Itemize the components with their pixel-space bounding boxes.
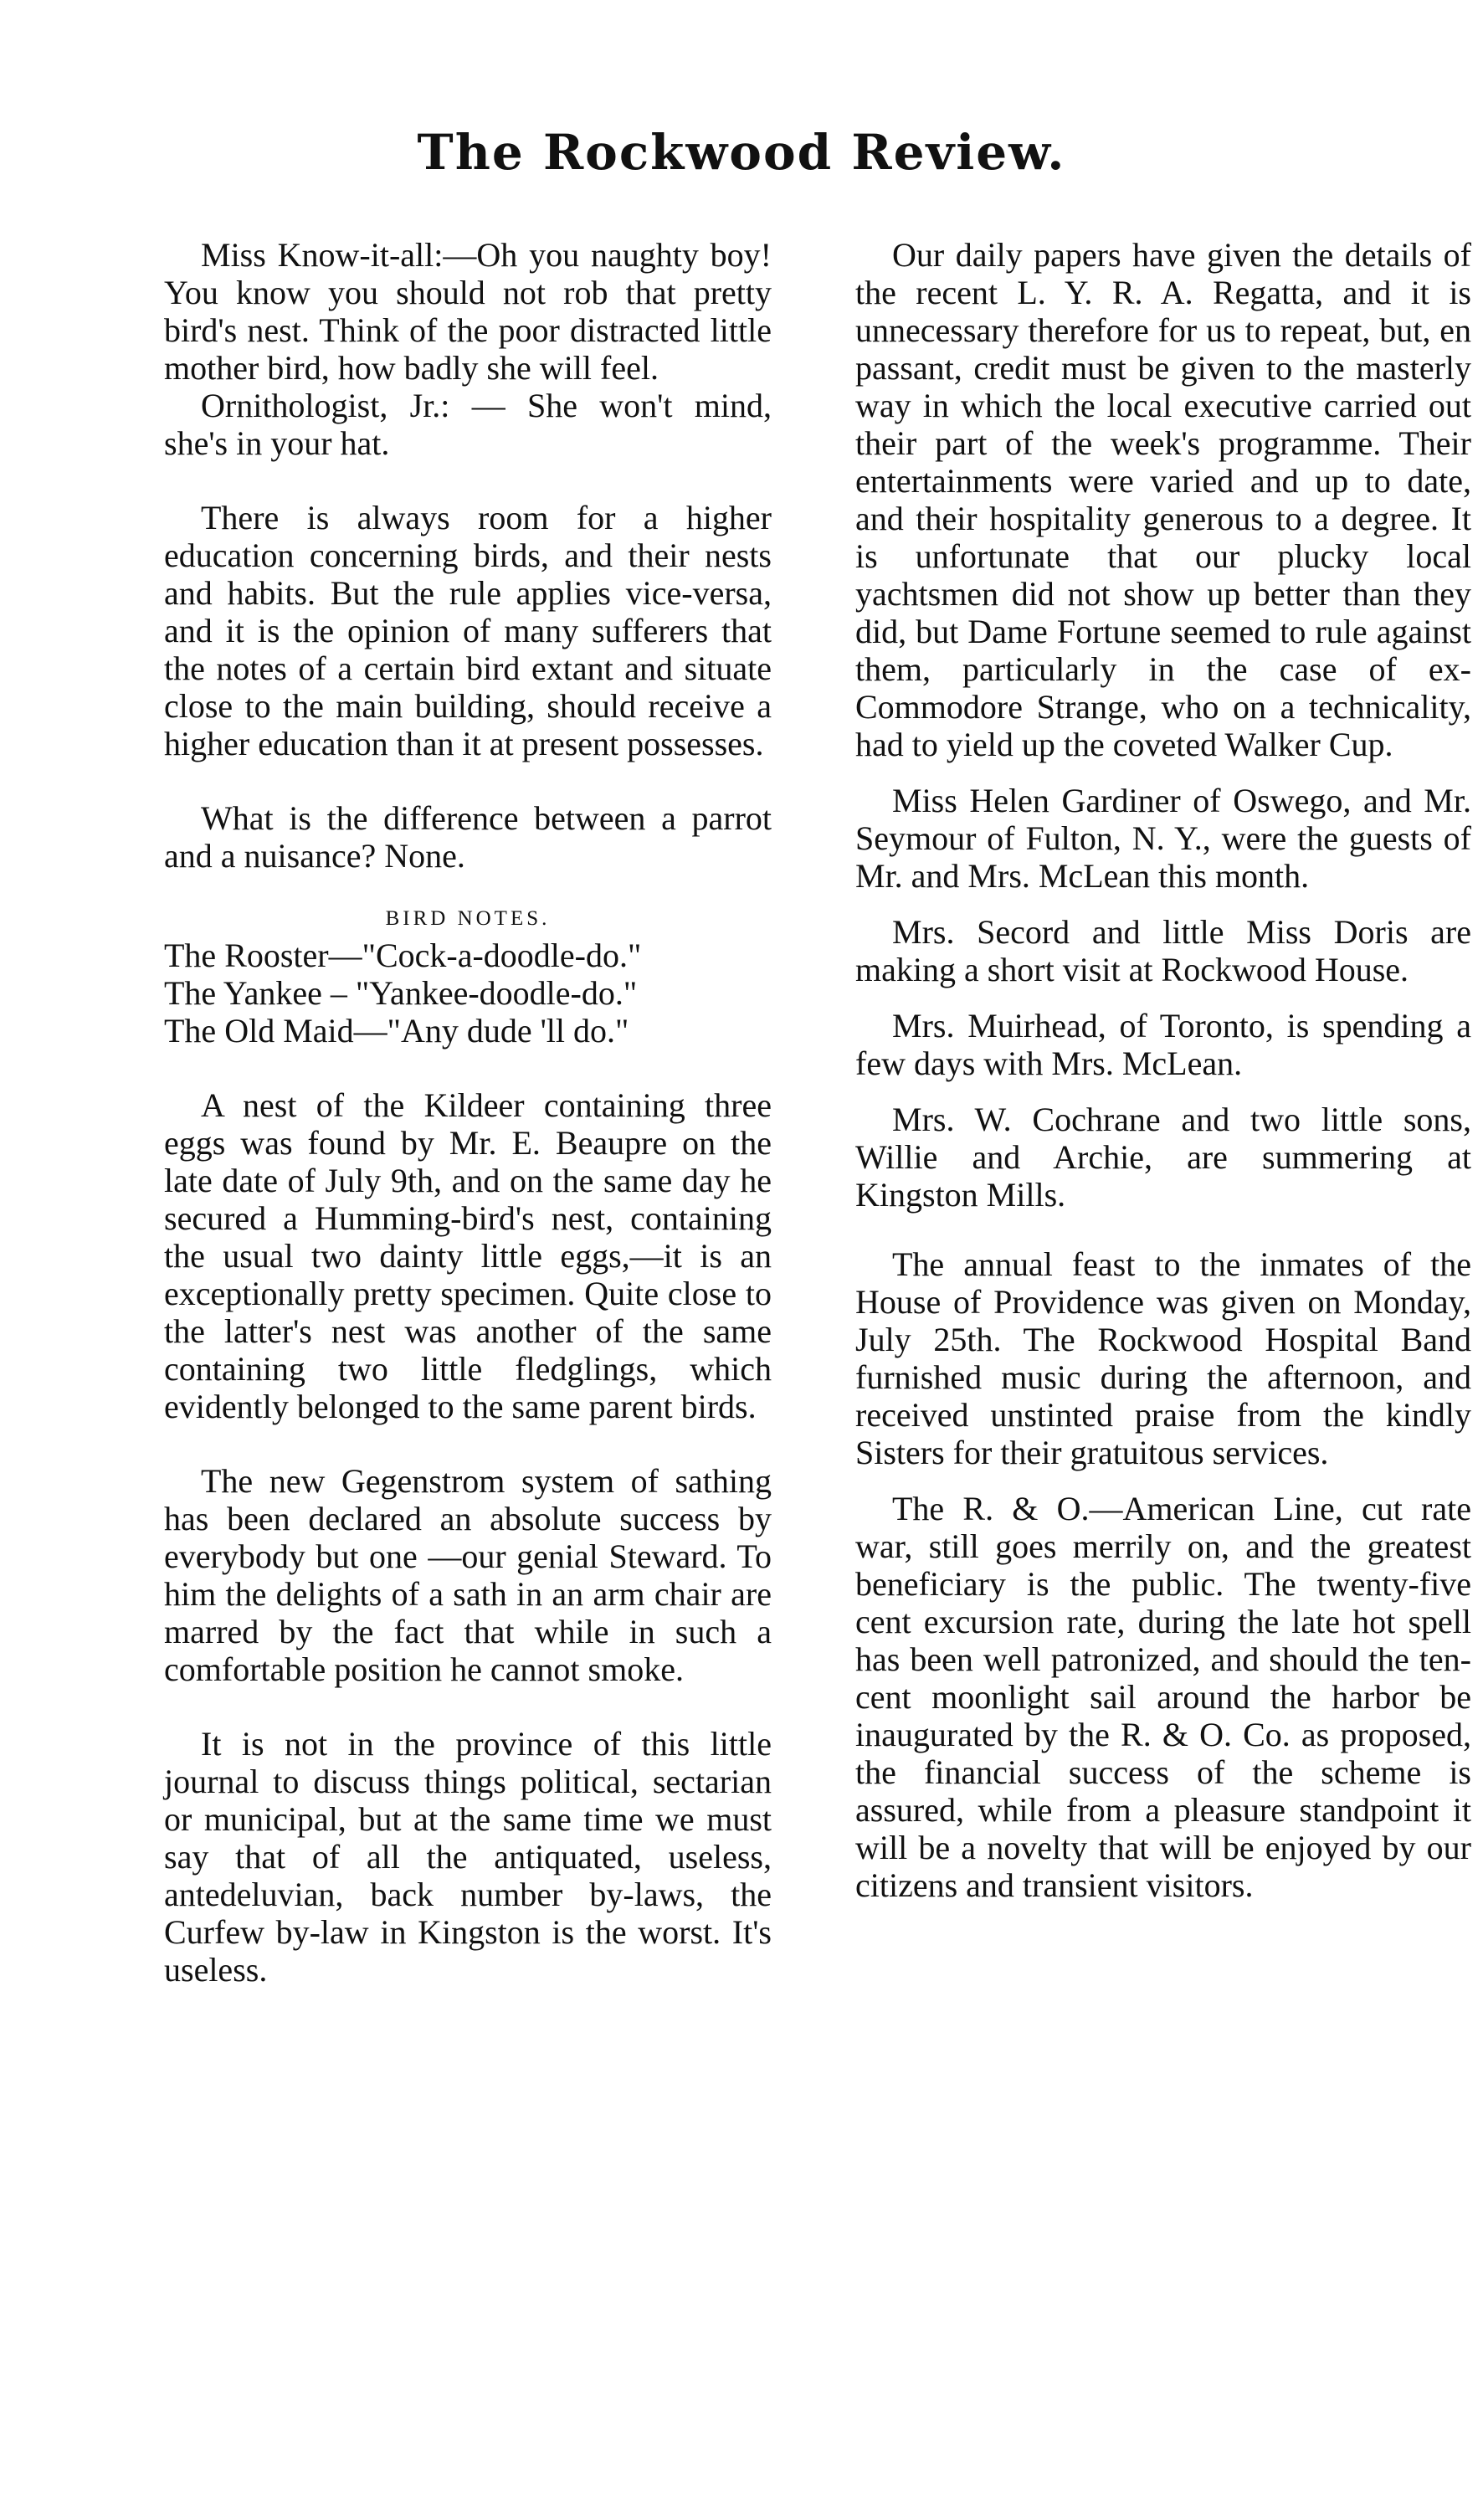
bird-note-rooster: The Rooster—"Cock-a-doodle-do." (164, 937, 642, 974)
paragraph-higher-education: There is always room for a higher education concerning birds, and their nests and habits. But the rule applies vice-versa, and it is the opinion of many sufferers that the notes of a certain bird extant and situate close to the main building, should receive a higher education than it at present possesses. (164, 499, 772, 762)
paragraph-rate-war: The R. & O.—American Line, cut rate war, still goes merrily on, and the greatest beneficiary is the public. The twenty-five cent excursion rate, during the late hot spell has been well patronized, and should the ten-cent moonlight sail around the harbor be inaugurated by the R. & O. Co. as proposed, the financial success of the scheme is assured, while from a pleasure standpoint it will be a novelty that will be enjoyed by our citizens and transient visitors. (855, 1490, 1471, 1904)
paragraph-parrot-riddle: What is the difference between a parrot and a nuisance? None. (164, 799, 772, 875)
paragraph-kildeer-nest: A nest of the Kildeer containing three eggs was found by Mr. E. Beaupre on the late date of July 9th, and on the same day he secured a Humming-bird's nest, containing the usual two dainty little eggs,—it is an exceptionally pretty specimen. Quite close to the latter's nest was another of the same containing two little fledglings, which evidently belonged to the same parent birds. (164, 1086, 772, 1425)
masthead-title: The Rockwood Review. (417, 124, 1066, 181)
paragraph-cochrane-summer: Mrs. W. Cochrane and two little sons, Willie and Archie, are summering at Kingston Mills. (855, 1101, 1471, 1214)
left-column (164, 236, 772, 1989)
right-column (855, 236, 1471, 1904)
paragraph-regatta: Our daily papers have given the details of the recent L. Y. R. A. Regatta, and it is unnecessary therefore for us to repeat, but, en passant, credit must be given to the masterly way in which the local executive carried out their part of the week's programme. Their entertainments were varied and up to date, and their hospitality generous to a degree. It is unfortunate that our plucky local yachtsmen did not show up better than they did, but Dame Fortune seemed to rule against them, particularly in the case of ex-Commodore Strange, who on a technicality, had to yield up the coveted Walker Cup. (855, 236, 1471, 763)
paragraph-gegenstrom-system: The new Gegenstrom system of sathing has been declared an absolute success by everybody but one —our genial Steward. To him the delights of a sath in an arm chair are marred by the fact that while in such a comfortable position he cannot smoke. (164, 1462, 772, 1688)
bird-notes-heading: BIRD NOTES. (385, 907, 551, 930)
paragraph-house-of-providence: The annual feast to the inmates of the House of Providence was given on Monday, July 25th. The Rockwood Hospital Band furnished music during the afternoon, and received unstinted praise from the kindly Sisters for their gratuitous services. (855, 1245, 1471, 1471)
paragraph-gardiner-guests: Miss Helen Gardiner of Oswego, and Mr. Seymour of Fulton, N. Y., were the guests of Mr. and Mrs. McLean this month. (855, 782, 1471, 895)
bird-notes (164, 906, 772, 1050)
paragraph-muirhead-visit: Mrs. Muirhead, of Toronto, is spending a few days with Mrs. McLean. (855, 1007, 1471, 1082)
paragraph-curfew-bylaw: It is not in the province of this little journal to discuss things political, sectarian or municipal, but at the same time we must say that of all the antiquated, useless, antedeluvian, back number by-laws, the Curfew by-law in Kingston is the worst. It's useless. (164, 1725, 772, 1989)
paragraph-secord-visit: Mrs. Secord and little Miss Doris are making a short visit at Rockwood House. (855, 913, 1471, 988)
paragraph-birds-nest-dialogue: Miss Know-it-all:—Oh you naughty boy! You know you should not rob that pretty bird's nest. Think of the poor distracted little mother bird, how badly she will feel. (164, 236, 772, 387)
paragraph-ornithologist-reply: Ornithologist, Jr.: — She won't mind, she's in your hat. (164, 387, 772, 462)
bird-note-old-maid: The Old Maid—"Any dude 'll do." (164, 1012, 629, 1050)
bird-note-yankee: The Yankee – "Yankee-doodle-do." (164, 974, 638, 1012)
